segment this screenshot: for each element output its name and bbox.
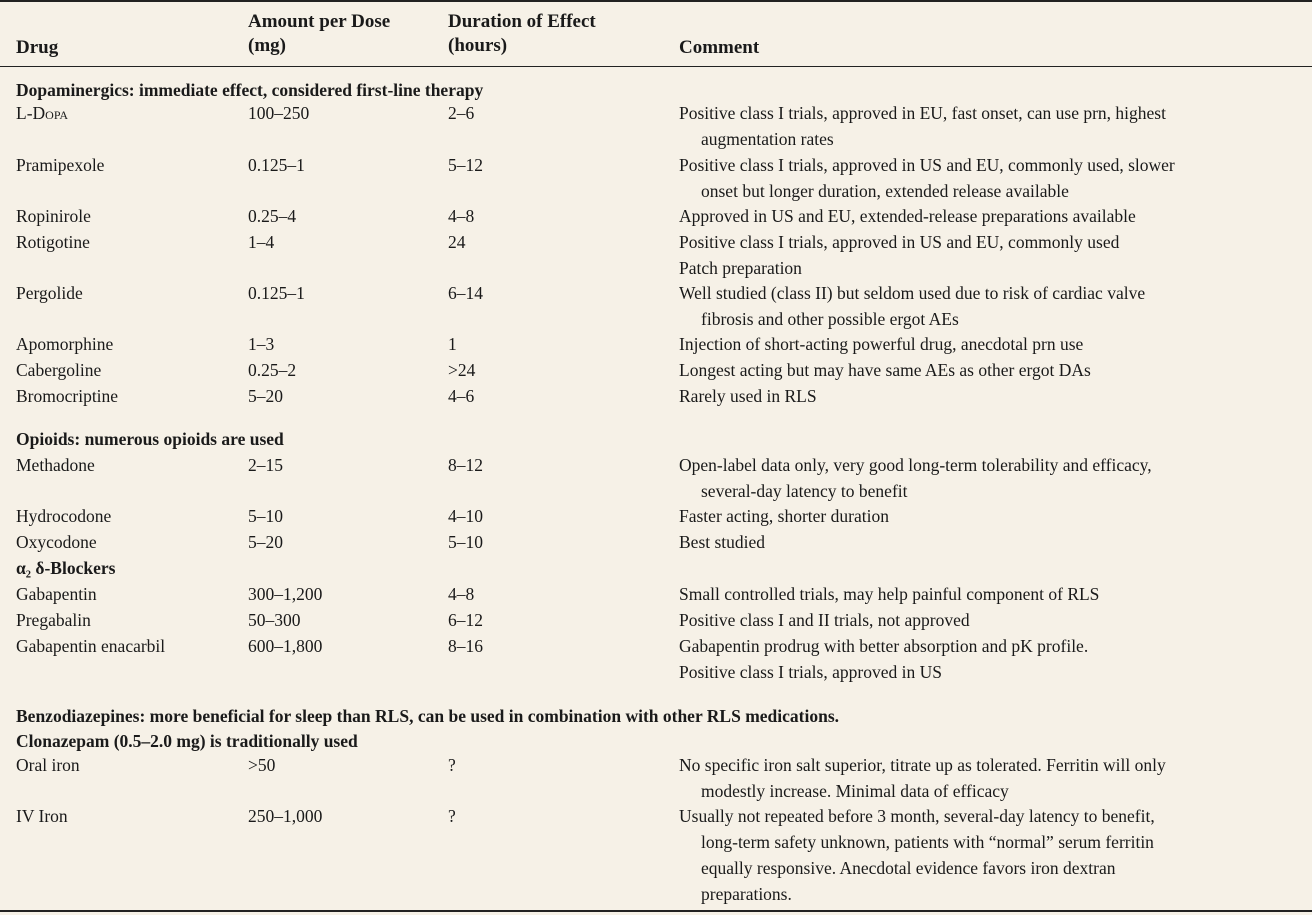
comment [679,229,1309,281]
duration-of-effect: >24 [448,360,476,380]
amount-per-dose: 2–15 [248,455,283,475]
comment-line: Positive class I trials, approved in US and EU, commonly used, slower [679,155,1175,175]
section-heading: Benzodiazepines: more beneficial for sleep than RLS, can be used in combination with other RLS medications. [16,706,840,726]
amount-per-dose: 5–10 [248,506,283,526]
drug-name: L-Dopa [16,103,69,123]
duration-of-effect: 4–8 [448,206,475,226]
comment-line: Small controlled trials, may help painful component of RLS [679,584,1100,604]
comment [679,383,1309,409]
duration-of-effect: 5–10 [448,532,483,552]
section-heading: α₂ δ-Blockers [16,558,116,578]
comment [679,331,1309,357]
amount-per-dose: 1–4 [248,232,275,252]
duration-of-effect: ? [448,806,456,826]
comment [679,529,1309,555]
comment-line: augmentation rates [701,129,834,149]
drug-name: Oral iron [16,755,80,775]
comment-line: Faster acting, shorter duration [679,506,889,526]
drug-name: Hydrocodone [16,506,112,526]
comment-line: Positive class I and II trials, not approved [679,610,970,630]
comment-line: fibrosis and other possible ergot AEs [701,309,959,329]
amount-per-dose: 0.25–4 [248,206,297,226]
drug-name: Pergolide [16,283,83,303]
comment [679,607,1309,633]
comment-line: equally responsive. Anecdotal evidence favors iron dextran [701,858,1116,878]
comment-line: Positive class I trials, approved in US and EU, commonly used [679,232,1120,252]
amount-per-dose: 0.125–1 [248,283,305,303]
duration-of-effect: 4–10 [448,506,483,526]
drug-name: Gabapentin [16,584,97,604]
duration-of-effect: 8–16 [448,636,483,656]
amount-per-dose: 0.125–1 [248,155,305,175]
amount-per-dose: 0.25–2 [248,360,297,380]
comment [679,581,1309,607]
duration-of-effect: 2–6 [448,103,475,123]
drug-name: Ropinirole [16,206,91,226]
header-drug: Drug [16,37,59,58]
duration-of-effect: 5–12 [448,155,483,175]
comment-line: Longest acting but may have same AEs as other ergot DAs [679,360,1091,380]
comment-line: Gabapentin prodrug with better absorption and pK profile. [679,636,1089,656]
amount-per-dose: 100–250 [248,103,310,123]
comment-line: modestly increase. Minimal data of efficacy [701,781,1009,801]
comment [679,100,1309,152]
header-duration-line1: Duration of Effect [448,11,596,32]
comment-line: onset but longer duration, extended release available [701,181,1069,201]
duration-of-effect: 24 [448,232,466,252]
comment-line: Injection of short-acting powerful drug, anecdotal prn use [679,334,1084,354]
comment [679,152,1309,204]
drug-name: Methadone [16,455,95,475]
comment-line: Patch preparation [679,258,802,278]
section-heading: Clonazepam (0.5–2.0 mg) is traditionally used [16,731,358,751]
duration-of-effect: ? [448,755,456,775]
duration-of-effect: 8–12 [448,455,483,475]
duration-of-effect: 4–8 [448,584,475,604]
comment [679,503,1309,529]
header-amount-line2: (mg) [248,35,286,56]
comment-line: Well studied (class II) but seldom used due to risk of cardiac valve [679,283,1146,303]
comment [679,203,1309,229]
comment-line: Approved in US and EU, extended-release preparations available [679,206,1136,226]
comment-line: Usually not repeated before 3 month, several-day latency to benefit, [679,806,1155,826]
comment-line: long-term safety unknown, patients with “normal” serum ferritin [701,832,1154,852]
header-amount-line1: Amount per Dose [248,11,391,32]
comment [679,452,1309,504]
drug-name: IV Iron [16,806,68,826]
drug-name: Rotigotine [16,232,90,252]
section-heading: Opioids: numerous opioids are used [16,429,284,449]
comment-line: several-day latency to benefit [701,481,908,501]
section-heading: Dopaminergics: immediate effect, considered first-line therapy [16,80,484,100]
amount-per-dose: 50–300 [248,610,301,630]
drug-name: Pramipexole [16,155,105,175]
comment-line: Open-label data only, very good long-term tolerability and efficacy, [679,455,1152,475]
drug-name: Oxycodone [16,532,97,552]
table-bottom-rule [0,910,1312,912]
duration-of-effect: 6–14 [448,283,483,303]
comment-line: Rarely used in RLS [679,386,817,406]
drug-name: Pregabalin [16,610,91,630]
comment-line: Positive class I trials, approved in US [679,662,942,682]
amount-per-dose: 250–1,000 [248,806,323,826]
drug-name: Bromocriptine [16,386,119,406]
comment-line: Best studied [679,532,766,552]
amount-per-dose: 300–1,200 [248,584,323,604]
amount-per-dose: 1–3 [248,334,275,354]
comment [679,633,1309,685]
duration-of-effect: 4–6 [448,386,475,406]
comment [679,280,1309,332]
drug-name: Cabergoline [16,360,102,380]
drug-name: Apomorphine [16,334,114,354]
duration-of-effect: 6–12 [448,610,483,630]
comment-line: Positive class I trials, approved in EU, fast onset, can use prn, highest [679,103,1166,123]
amount-per-dose: >50 [248,755,276,775]
comment-line: preparations. [701,884,792,904]
duration-of-effect: 1 [448,334,457,354]
comment [679,803,1309,907]
comment-line: No specific iron salt superior, titrate up as tolerated. Ferritin will only [679,755,1166,775]
drug-name: Gabapentin enacarbil [16,636,166,656]
amount-per-dose: 5–20 [248,386,283,406]
amount-per-dose: 600–1,800 [248,636,323,656]
header-comment: Comment [679,37,760,58]
header-duration-line2: (hours) [448,35,508,56]
comment [679,357,1309,383]
amount-per-dose: 5–20 [248,532,283,552]
comment [679,752,1309,804]
